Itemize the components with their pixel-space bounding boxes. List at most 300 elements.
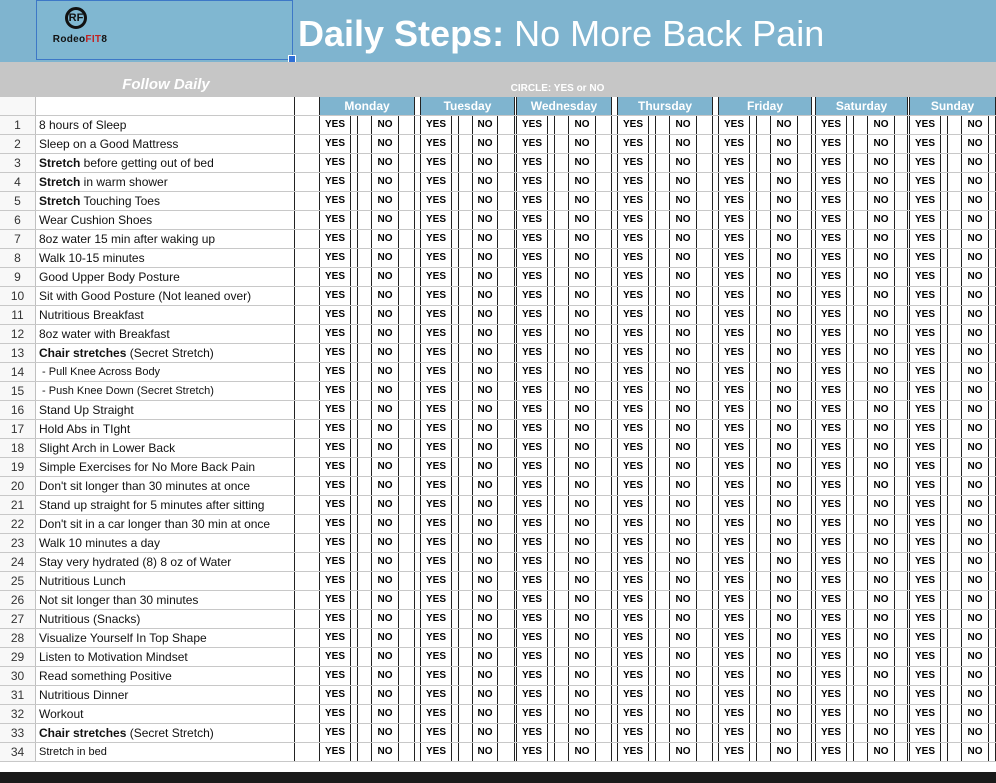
no-cell-tuesday[interactable]: NO [473, 116, 498, 134]
yes-cell-saturday[interactable]: YES [816, 572, 847, 590]
yes-cell-friday[interactable]: YES [719, 458, 750, 476]
blank-cell[interactable] [895, 211, 908, 229]
no-cell-thursday[interactable]: NO [670, 458, 697, 476]
blank-cell[interactable] [596, 553, 612, 571]
yes-cell-tuesday[interactable]: YES [421, 705, 452, 723]
yes-cell-wednesday[interactable]: YES [517, 420, 548, 438]
blank-cell[interactable] [989, 648, 996, 666]
blank-cell[interactable] [697, 553, 713, 571]
yes-cell-friday[interactable]: YES [719, 591, 750, 609]
no-cell-saturday[interactable]: NO [868, 724, 895, 742]
blank-cell[interactable] [847, 439, 854, 457]
blank-cell[interactable] [358, 363, 372, 381]
no-cell-thursday[interactable]: NO [670, 249, 697, 267]
no-cell-monday[interactable]: NO [372, 154, 399, 172]
blank-cell[interactable] [757, 686, 771, 704]
blank-cell[interactable] [948, 477, 962, 495]
no-cell-saturday[interactable]: NO [868, 363, 895, 381]
no-cell-friday[interactable]: NO [771, 705, 798, 723]
no-cell-tuesday[interactable]: NO [473, 306, 498, 324]
blank-cell[interactable] [399, 572, 415, 590]
no-cell-wednesday[interactable]: NO [569, 420, 596, 438]
blank-cell[interactable] [847, 306, 854, 324]
blank-cell[interactable] [854, 325, 868, 343]
blank-cell[interactable] [399, 648, 415, 666]
no-cell-wednesday[interactable]: NO [569, 648, 596, 666]
yes-cell-saturday[interactable]: YES [816, 743, 847, 761]
spacer-cell[interactable] [295, 249, 320, 267]
yes-cell-wednesday[interactable]: YES [517, 363, 548, 381]
blank-cell[interactable] [351, 382, 358, 400]
spacer-cell[interactable] [295, 268, 320, 286]
yes-cell-saturday[interactable]: YES [816, 629, 847, 647]
no-cell-friday[interactable]: NO [771, 192, 798, 210]
spacer-cell[interactable] [295, 743, 320, 761]
blank-cell[interactable] [989, 591, 996, 609]
blank-cell[interactable] [854, 534, 868, 552]
blank-cell[interactable] [948, 268, 962, 286]
yes-cell-sunday[interactable]: YES [910, 135, 941, 153]
no-cell-thursday[interactable]: NO [670, 116, 697, 134]
blank-cell[interactable] [399, 154, 415, 172]
blank-cell[interactable] [989, 553, 996, 571]
blank-cell[interactable] [941, 363, 948, 381]
blank-cell[interactable] [895, 363, 908, 381]
yes-cell-saturday[interactable]: YES [816, 287, 847, 305]
item-label[interactable] [36, 154, 295, 172]
blank-cell[interactable] [649, 249, 656, 267]
yes-cell-sunday[interactable]: YES [910, 686, 941, 704]
spacer-cell[interactable] [295, 724, 320, 742]
no-cell-thursday[interactable]: NO [670, 477, 697, 495]
item-label[interactable] [36, 268, 295, 286]
yes-cell-saturday[interactable]: YES [816, 211, 847, 229]
no-cell-tuesday[interactable]: NO [473, 344, 498, 362]
no-cell-monday[interactable]: NO [372, 173, 399, 191]
blank-cell[interactable] [941, 724, 948, 742]
blank-cell[interactable] [555, 439, 569, 457]
yes-cell-thursday[interactable]: YES [618, 420, 649, 438]
yes-cell-thursday[interactable]: YES [618, 230, 649, 248]
blank-cell[interactable] [798, 287, 812, 305]
yes-cell-sunday[interactable]: YES [910, 610, 941, 628]
no-cell-thursday[interactable]: NO [670, 325, 697, 343]
no-cell-sunday[interactable]: NO [962, 534, 989, 552]
no-cell-saturday[interactable]: NO [868, 401, 895, 419]
blank-cell[interactable] [399, 173, 415, 191]
blank-cell[interactable] [941, 572, 948, 590]
no-cell-saturday[interactable]: NO [868, 610, 895, 628]
blank-cell[interactable] [948, 287, 962, 305]
blank-cell[interactable] [989, 306, 996, 324]
blank-cell[interactable] [452, 439, 459, 457]
yes-cell-wednesday[interactable]: YES [517, 382, 548, 400]
blank-cell[interactable] [941, 154, 948, 172]
blank-cell[interactable] [798, 686, 812, 704]
no-cell-sunday[interactable]: NO [962, 705, 989, 723]
item-label[interactable] [36, 534, 295, 552]
blank-cell[interactable] [656, 705, 670, 723]
yes-cell-friday[interactable]: YES [719, 439, 750, 457]
blank-cell[interactable] [989, 534, 996, 552]
blank-cell[interactable] [847, 135, 854, 153]
no-cell-sunday[interactable]: NO [962, 382, 989, 400]
no-cell-wednesday[interactable]: NO [569, 287, 596, 305]
spacer-cell[interactable] [295, 135, 320, 153]
no-cell-tuesday[interactable]: NO [473, 724, 498, 742]
yes-cell-tuesday[interactable]: YES [421, 724, 452, 742]
no-cell-thursday[interactable]: NO [670, 534, 697, 552]
blank-cell[interactable] [498, 382, 515, 400]
blank-cell[interactable] [750, 230, 757, 248]
yes-cell-tuesday[interactable]: YES [421, 135, 452, 153]
blank-cell[interactable] [656, 686, 670, 704]
yes-cell-thursday[interactable]: YES [618, 458, 649, 476]
no-cell-monday[interactable]: NO [372, 230, 399, 248]
blank-cell[interactable] [989, 154, 996, 172]
blank-cell[interactable] [854, 268, 868, 286]
no-cell-monday[interactable]: NO [372, 496, 399, 514]
blank-cell[interactable] [548, 534, 555, 552]
yes-cell-sunday[interactable]: YES [910, 591, 941, 609]
blank-cell[interactable] [948, 249, 962, 267]
blank-cell[interactable] [895, 610, 908, 628]
no-cell-tuesday[interactable]: NO [473, 743, 498, 761]
yes-cell-friday[interactable]: YES [719, 629, 750, 647]
blank-cell[interactable] [989, 211, 996, 229]
spacer-cell[interactable] [295, 306, 320, 324]
blank-cell[interactable] [750, 553, 757, 571]
spacer-cell[interactable] [295, 344, 320, 362]
blank-cell[interactable] [351, 268, 358, 286]
blank-cell[interactable] [459, 496, 473, 514]
blank-cell[interactable] [948, 154, 962, 172]
no-cell-tuesday[interactable]: NO [473, 515, 498, 533]
yes-cell-tuesday[interactable]: YES [421, 648, 452, 666]
no-cell-saturday[interactable]: NO [868, 686, 895, 704]
no-cell-sunday[interactable]: NO [962, 724, 989, 742]
blank-cell[interactable] [351, 135, 358, 153]
yes-cell-saturday[interactable]: YES [816, 173, 847, 191]
no-cell-saturday[interactable]: NO [868, 496, 895, 514]
blank-cell[interactable] [847, 515, 854, 533]
no-cell-thursday[interactable]: NO [670, 439, 697, 457]
yes-cell-tuesday[interactable]: YES [421, 496, 452, 514]
blank-cell[interactable] [459, 648, 473, 666]
yes-cell-tuesday[interactable]: YES [421, 249, 452, 267]
yes-cell-monday[interactable]: YES [320, 363, 351, 381]
blank-cell[interactable] [399, 515, 415, 533]
blank-cell[interactable] [649, 192, 656, 210]
yes-cell-thursday[interactable]: YES [618, 553, 649, 571]
blank-cell[interactable] [656, 553, 670, 571]
blank-cell[interactable] [750, 306, 757, 324]
yes-cell-tuesday[interactable]: YES [421, 686, 452, 704]
no-cell-friday[interactable]: NO [771, 686, 798, 704]
blank-cell[interactable] [459, 306, 473, 324]
blank-cell[interactable] [399, 192, 415, 210]
blank-cell[interactable] [459, 363, 473, 381]
blank-cell[interactable] [351, 344, 358, 362]
no-cell-saturday[interactable]: NO [868, 534, 895, 552]
blank-cell[interactable] [358, 553, 372, 571]
no-cell-friday[interactable]: NO [771, 116, 798, 134]
blank-cell[interactable] [847, 382, 854, 400]
yes-cell-sunday[interactable]: YES [910, 173, 941, 191]
blank-cell[interactable] [459, 686, 473, 704]
yes-cell-sunday[interactable]: YES [910, 743, 941, 761]
blank-cell[interactable] [697, 496, 713, 514]
blank-cell[interactable] [989, 382, 996, 400]
yes-cell-saturday[interactable]: YES [816, 382, 847, 400]
blank-cell[interactable] [854, 401, 868, 419]
no-cell-wednesday[interactable]: NO [569, 724, 596, 742]
no-cell-thursday[interactable]: NO [670, 268, 697, 286]
no-cell-saturday[interactable]: NO [868, 325, 895, 343]
yes-cell-friday[interactable]: YES [719, 553, 750, 571]
blank-cell[interactable] [452, 249, 459, 267]
no-cell-tuesday[interactable]: NO [473, 686, 498, 704]
yes-cell-thursday[interactable]: YES [618, 496, 649, 514]
blank-cell[interactable] [649, 154, 656, 172]
blank-cell[interactable] [847, 192, 854, 210]
blank-cell[interactable] [757, 572, 771, 590]
blank-cell[interactable] [750, 382, 757, 400]
blank-cell[interactable] [649, 515, 656, 533]
blank-cell[interactable] [757, 648, 771, 666]
no-cell-friday[interactable]: NO [771, 477, 798, 495]
blank-cell[interactable] [798, 515, 812, 533]
blank-cell[interactable] [452, 686, 459, 704]
blank-cell[interactable] [948, 591, 962, 609]
blank-cell[interactable] [948, 686, 962, 704]
blank-cell[interactable] [358, 705, 372, 723]
blank-cell[interactable] [757, 743, 771, 761]
blank-cell[interactable] [989, 686, 996, 704]
blank-cell[interactable] [854, 610, 868, 628]
blank-cell[interactable] [941, 325, 948, 343]
no-cell-sunday[interactable]: NO [962, 268, 989, 286]
spacer-cell[interactable] [295, 382, 320, 400]
item-label[interactable] [36, 325, 295, 343]
blank-cell[interactable] [459, 287, 473, 305]
yes-cell-thursday[interactable]: YES [618, 135, 649, 153]
blank-cell[interactable] [555, 420, 569, 438]
blank-cell[interactable] [941, 553, 948, 571]
blank-cell[interactable] [596, 363, 612, 381]
yes-cell-tuesday[interactable]: YES [421, 401, 452, 419]
blank-cell[interactable] [649, 477, 656, 495]
blank-cell[interactable] [358, 610, 372, 628]
blank-cell[interactable] [757, 287, 771, 305]
item-label[interactable] [36, 211, 295, 229]
blank-cell[interactable] [854, 629, 868, 647]
no-cell-friday[interactable]: NO [771, 534, 798, 552]
yes-cell-sunday[interactable]: YES [910, 401, 941, 419]
blank-cell[interactable] [649, 173, 656, 191]
no-cell-sunday[interactable]: NO [962, 477, 989, 495]
blank-cell[interactable] [854, 135, 868, 153]
blank-cell[interactable] [750, 667, 757, 685]
blank-cell[interactable] [847, 686, 854, 704]
blank-cell[interactable] [452, 268, 459, 286]
yes-cell-friday[interactable]: YES [719, 173, 750, 191]
blank-cell[interactable] [399, 306, 415, 324]
blank-cell[interactable] [358, 268, 372, 286]
blank-cell[interactable] [941, 287, 948, 305]
blank-cell[interactable] [750, 268, 757, 286]
yes-cell-sunday[interactable]: YES [910, 667, 941, 685]
blank-cell[interactable] [656, 135, 670, 153]
blank-cell[interactable] [697, 230, 713, 248]
blank-cell[interactable] [649, 268, 656, 286]
yes-cell-sunday[interactable]: YES [910, 363, 941, 381]
no-cell-wednesday[interactable]: NO [569, 610, 596, 628]
blank-cell[interactable] [548, 591, 555, 609]
yes-cell-monday[interactable]: YES [320, 667, 351, 685]
blank-cell[interactable] [941, 211, 948, 229]
blank-cell[interactable] [358, 667, 372, 685]
no-cell-monday[interactable]: NO [372, 382, 399, 400]
no-cell-monday[interactable]: NO [372, 648, 399, 666]
blank-cell[interactable] [895, 135, 908, 153]
no-cell-saturday[interactable]: NO [868, 629, 895, 647]
blank-cell[interactable] [351, 192, 358, 210]
blank-cell[interactable] [697, 420, 713, 438]
blank-cell[interactable] [989, 629, 996, 647]
blank-cell[interactable] [548, 211, 555, 229]
yes-cell-friday[interactable]: YES [719, 705, 750, 723]
blank-cell[interactable] [989, 705, 996, 723]
yes-cell-thursday[interactable]: YES [618, 515, 649, 533]
no-cell-sunday[interactable]: NO [962, 629, 989, 647]
no-cell-monday[interactable]: NO [372, 116, 399, 134]
blank-cell[interactable] [656, 192, 670, 210]
yes-cell-thursday[interactable]: YES [618, 116, 649, 134]
blank-cell[interactable] [750, 724, 757, 742]
spacer-cell[interactable] [295, 325, 320, 343]
yes-cell-wednesday[interactable]: YES [517, 249, 548, 267]
blank-cell[interactable] [750, 154, 757, 172]
yes-cell-friday[interactable]: YES [719, 116, 750, 134]
blank-cell[interactable] [798, 705, 812, 723]
no-cell-tuesday[interactable]: NO [473, 287, 498, 305]
blank-cell[interactable] [798, 591, 812, 609]
blank-cell[interactable] [498, 724, 515, 742]
blank-cell[interactable] [798, 534, 812, 552]
no-cell-thursday[interactable]: NO [670, 363, 697, 381]
yes-cell-wednesday[interactable]: YES [517, 230, 548, 248]
yes-cell-tuesday[interactable]: YES [421, 420, 452, 438]
blank-cell[interactable] [555, 268, 569, 286]
blank-cell[interactable] [656, 420, 670, 438]
no-cell-sunday[interactable]: NO [962, 572, 989, 590]
no-cell-tuesday[interactable]: NO [473, 572, 498, 590]
blank-cell[interactable] [750, 363, 757, 381]
no-cell-tuesday[interactable]: NO [473, 382, 498, 400]
no-cell-thursday[interactable]: NO [670, 667, 697, 685]
blank-cell[interactable] [596, 439, 612, 457]
item-label[interactable] [36, 116, 295, 134]
blank-cell[interactable] [757, 135, 771, 153]
blank-cell[interactable] [459, 249, 473, 267]
blank-cell[interactable] [948, 458, 962, 476]
blank-cell[interactable] [948, 135, 962, 153]
spacer-cell[interactable] [295, 515, 320, 533]
no-cell-saturday[interactable]: NO [868, 173, 895, 191]
blank-cell[interactable] [555, 306, 569, 324]
blank-cell[interactable] [459, 401, 473, 419]
no-cell-tuesday[interactable]: NO [473, 230, 498, 248]
yes-cell-tuesday[interactable]: YES [421, 230, 452, 248]
blank-cell[interactable] [399, 496, 415, 514]
blank-cell[interactable] [452, 648, 459, 666]
blank-cell[interactable] [656, 211, 670, 229]
blank-cell[interactable] [649, 211, 656, 229]
item-label[interactable] [36, 192, 295, 210]
yes-cell-wednesday[interactable]: YES [517, 173, 548, 191]
blank-cell[interactable] [399, 458, 415, 476]
spacer-cell[interactable] [295, 686, 320, 704]
blank-cell[interactable] [854, 287, 868, 305]
yes-cell-friday[interactable]: YES [719, 344, 750, 362]
yes-cell-monday[interactable]: YES [320, 705, 351, 723]
blank-cell[interactable] [750, 135, 757, 153]
blank-cell[interactable] [459, 382, 473, 400]
no-cell-thursday[interactable]: NO [670, 382, 697, 400]
blank-cell[interactable] [351, 439, 358, 457]
blank-cell[interactable] [649, 591, 656, 609]
blank-cell[interactable] [854, 439, 868, 457]
no-cell-tuesday[interactable]: NO [473, 420, 498, 438]
no-cell-monday[interactable]: NO [372, 572, 399, 590]
blank-cell[interactable] [555, 667, 569, 685]
no-cell-monday[interactable]: NO [372, 249, 399, 267]
blank-cell[interactable] [555, 610, 569, 628]
no-cell-sunday[interactable]: NO [962, 610, 989, 628]
blank-cell[interactable] [555, 363, 569, 381]
blank-cell[interactable] [656, 154, 670, 172]
blank-cell[interactable] [895, 420, 908, 438]
blank-cell[interactable] [649, 705, 656, 723]
blank-cell[interactable] [895, 439, 908, 457]
blank-cell[interactable] [649, 648, 656, 666]
yes-cell-thursday[interactable]: YES [618, 724, 649, 742]
no-cell-friday[interactable]: NO [771, 135, 798, 153]
no-cell-monday[interactable]: NO [372, 401, 399, 419]
blank-cell[interactable] [750, 648, 757, 666]
blank-cell[interactable] [358, 420, 372, 438]
blank-cell[interactable] [847, 116, 854, 134]
blank-cell[interactable] [649, 382, 656, 400]
blank-cell[interactable] [989, 401, 996, 419]
blank-cell[interactable] [847, 344, 854, 362]
blank-cell[interactable] [697, 705, 713, 723]
blank-cell[interactable] [351, 249, 358, 267]
yes-cell-tuesday[interactable]: YES [421, 287, 452, 305]
yes-cell-friday[interactable]: YES [719, 534, 750, 552]
blank-cell[interactable] [459, 724, 473, 742]
blank-cell[interactable] [895, 249, 908, 267]
yes-cell-monday[interactable]: YES [320, 325, 351, 343]
no-cell-wednesday[interactable]: NO [569, 629, 596, 647]
item-label[interactable] [36, 591, 295, 609]
blank-cell[interactable] [459, 743, 473, 761]
no-cell-wednesday[interactable]: NO [569, 743, 596, 761]
blank-cell[interactable] [847, 363, 854, 381]
yes-cell-sunday[interactable]: YES [910, 724, 941, 742]
no-cell-saturday[interactable]: NO [868, 344, 895, 362]
